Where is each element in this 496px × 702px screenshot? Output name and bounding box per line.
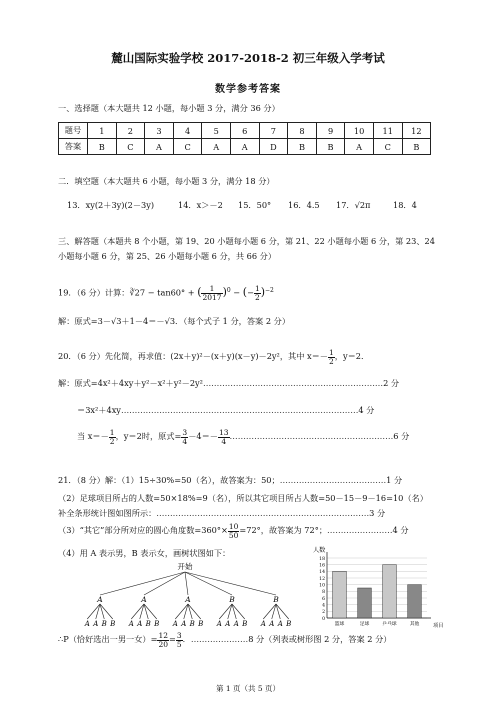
- q21-line4-frac: $\frac{10}{50}$: [228, 521, 239, 540]
- fill-q13: 13．xy(2＋3y)(2－3y): [67, 200, 155, 210]
- q21-line4-b: =72°，故答案为 72°；: [239, 525, 328, 535]
- table-row-label: 答案: [59, 139, 88, 155]
- table-cell: C: [116, 139, 145, 155]
- tree-edge: [185, 572, 232, 595]
- tree-leaf: A: [84, 620, 90, 628]
- q21-line6-dots: ．…………………: [182, 634, 249, 644]
- q20-step3: [77, 427, 409, 446]
- q21-line3-score: 3 分: [369, 508, 386, 518]
- y-tick-label: 18: [319, 556, 325, 562]
- q20-step3-frac1: $\frac{1}{2}$: [109, 427, 115, 446]
- y-tick-label: 6: [322, 596, 325, 602]
- q20-problem: [58, 347, 369, 366]
- tree-edge: [185, 572, 276, 595]
- fill-q16: 16．4.5: [288, 200, 320, 210]
- q20-step2-dots: ……………………………………………………………………………: [120, 405, 359, 415]
- bar: [358, 588, 372, 618]
- page-footer: 第 1 页（共 5 页）: [215, 684, 281, 693]
- tree-leaf: A: [233, 620, 239, 628]
- tree-leaf: B: [286, 620, 292, 628]
- tree-leaf: A: [277, 620, 283, 628]
- y-tick-label: 10: [319, 583, 325, 589]
- q21-line4: [58, 521, 409, 540]
- tree-leaf: B: [145, 620, 151, 628]
- fill-q14: 14．x＞－2: [178, 200, 223, 210]
- table-cell: B: [402, 139, 431, 155]
- q19-frac2: $\frac{1}{2}$: [254, 284, 260, 303]
- bar: [408, 585, 422, 618]
- q20-step1-score: 2 分: [383, 378, 400, 388]
- tree-diagram: [60, 560, 310, 630]
- table-cell: 9: [316, 123, 345, 139]
- q21-line2: （2）足球项目所占的人数=50×18%=9（名），所以其它项目所占人数=50－15－9－16=10（名）: [58, 493, 428, 503]
- y-tick-label: 8: [322, 590, 325, 596]
- q21-line6-eq: =: [169, 634, 176, 644]
- q20-expr: (2x＋y)²－(x＋y)(x－y)－2y²，其中 x＝－: [170, 351, 328, 361]
- tree-leaf: B: [242, 620, 248, 628]
- tree-node: A: [97, 595, 103, 604]
- page-title: 麓山国际实验学校 2017-2018-2 初三年级入学考试: [111, 51, 385, 65]
- q19-mid: −: [230, 287, 243, 298]
- tree-node: A: [141, 595, 147, 604]
- table-cell: 8: [288, 123, 317, 139]
- tree-leaf: A: [225, 620, 231, 628]
- q21-line4-score: 4 分: [392, 525, 409, 535]
- table-cell: 11: [373, 123, 402, 139]
- q19-label: 19．（6 分）计算：: [58, 287, 130, 298]
- q20-step2-score: 4 分: [358, 405, 375, 415]
- q20-step1: [58, 378, 399, 389]
- table-cell: C: [173, 139, 202, 155]
- q21-line5: （4）用 A 表示男，B 表示女，画树状图如下：: [58, 548, 231, 558]
- tree-group: [84, 561, 292, 628]
- tree-leaf: A: [137, 620, 143, 628]
- q21-line3-text: 补全条形统计图如图所示：: [58, 508, 157, 518]
- q21-line6-frac1: $\frac{12}{20}$: [158, 630, 169, 649]
- table-cell: B: [288, 139, 317, 155]
- fill-q15: 15．50°: [238, 200, 272, 210]
- part3-heading-line1: 三、解答题（本题共 8 个小题，第 19、20 小题每小题 6 分，第 21、22 小题每小题 6 分，第 23、24: [58, 236, 435, 246]
- tree-leaf: A: [260, 620, 266, 628]
- y-tick-label: 2: [322, 610, 325, 616]
- table-cell: D: [259, 139, 288, 155]
- fill-q17-value: √2π: [354, 200, 371, 210]
- q21-line6-score: 8 分（列表或树形图 2 分，答案 2 分）: [248, 634, 392, 644]
- bar: [333, 571, 347, 618]
- q20-step1-text: 解：原式=4x²＋4xy＋y²－x²＋y²－2y²: [58, 378, 203, 388]
- q21-line1-dots: …………………………………: [279, 475, 387, 485]
- table-cell: 3: [145, 123, 174, 139]
- y-axis-label: 人数: [313, 547, 326, 554]
- table-cell: 12: [402, 123, 431, 139]
- tree-leaf: A: [93, 620, 99, 628]
- table-cell: 5: [202, 123, 231, 139]
- page-subtitle: 数学参考答案: [215, 84, 281, 95]
- q20-step1-dots: …………………………………………………………: [202, 378, 384, 388]
- tree-leaf: B: [189, 620, 195, 628]
- answer-table: [58, 122, 431, 155]
- tree-leaf: B: [154, 620, 160, 628]
- table-row-label: 题号: [59, 123, 88, 139]
- tree-leaf: A: [216, 620, 222, 628]
- q20-frac: $\frac{1}{2}$: [329, 347, 334, 366]
- q19-solution: 解：原式=3－√3＋1－4＝－√3．（每个式子 1 分，答案 2 分）: [58, 316, 291, 326]
- tree-root-label: 开始: [177, 562, 193, 571]
- q19-frac1: $\frac{1}{2017}$: [202, 284, 222, 303]
- q19-problem: 19．（6 分）计算：∛27 − tan60° + ( $\frac{1}{2017}$ )$^0$ − (− $\frac{1}{2}$ )$^{-2}$: [58, 284, 274, 303]
- q20-step3-frac2: $\frac{3}{4}$: [182, 427, 188, 446]
- x-tick-label: 其他: [409, 622, 420, 627]
- fill-q17-label: 17．: [336, 200, 355, 210]
- q21-line1-text: 21．（8 分）解：（1）15÷30%=50（名），故答案为：50；: [58, 475, 280, 485]
- x-axis-label: 项目: [433, 623, 444, 629]
- q21-line6-frac2: $\frac{3}{5}$: [176, 630, 182, 649]
- table-cell: 1: [88, 123, 117, 139]
- q20-step3-b: ，y＝2时，原式=: [115, 431, 182, 441]
- q20-step2-text: ＝3x²＋4xy: [77, 405, 121, 415]
- table-cell: 4: [173, 123, 202, 139]
- q20-step3-frac3: $\frac{13}{4}$: [218, 427, 229, 446]
- fill-q17: [336, 200, 370, 211]
- q21-line3-dots: ……………………………………………………………………: [156, 508, 370, 518]
- tree-leaf: A: [128, 620, 134, 628]
- q21-line3: [58, 508, 385, 519]
- q21-line4-dots: ……………………: [327, 525, 393, 535]
- answer-table-row-answers: [59, 139, 431, 155]
- bar-chart-group: [313, 546, 443, 629]
- table-cell: 7: [259, 123, 288, 139]
- q20-step3-c: －4＝－: [188, 431, 218, 441]
- table-cell: A: [345, 139, 374, 155]
- q20-step3-a: 当 x＝－: [77, 431, 109, 441]
- table-cell: 10: [345, 123, 374, 139]
- fill-q18: 18．4: [393, 200, 417, 210]
- tree-leaf: B: [101, 620, 107, 628]
- q19-expr-a: ∛27 − tan60° +: [129, 287, 198, 298]
- answer-table-row-numbers: [59, 123, 431, 139]
- x-tick-label: 足球: [359, 622, 370, 627]
- tree-edge: [185, 572, 188, 595]
- q20-label: 20．（6 分）先化简，再求值：: [58, 351, 171, 361]
- q19-exp2: −2: [265, 287, 274, 294]
- tree-leaf: B: [110, 620, 116, 628]
- x-tick-label: 乒乓球: [382, 622, 397, 627]
- q20-step3-dots: ……………………………………………………: [229, 431, 394, 441]
- q21-line1-score: 1 分: [386, 475, 403, 485]
- table-cell: 6: [230, 123, 259, 139]
- part2-heading: 二．填空题（本大题共 6 小题，每小题 3 分，满分 18 分）: [58, 176, 275, 186]
- tree-edge: [100, 572, 185, 595]
- q21-line1: [58, 475, 402, 486]
- table-cell: B: [316, 139, 345, 155]
- tree-leaf: A: [269, 620, 275, 628]
- y-tick-label: 12: [319, 576, 325, 582]
- q19-f2-minus: −: [247, 287, 254, 298]
- part3-heading-line2: 小题每小题 6 分，第 25、26 小题每小题 6 分，共 66 分）: [58, 251, 277, 261]
- tree-leaf: B: [198, 620, 204, 628]
- tree-node: B: [273, 595, 279, 604]
- table-cell: A: [230, 139, 259, 155]
- table-cell: B: [88, 139, 117, 155]
- tree-node: A: [185, 595, 191, 604]
- q20-step3-score: 6 分: [393, 431, 410, 441]
- q20-step2: [77, 405, 374, 416]
- tree-leaf: A: [181, 620, 187, 628]
- tree-edge: [144, 572, 185, 595]
- bar: [383, 565, 397, 618]
- bar-chart: [305, 545, 445, 630]
- tree-leaf: A: [172, 620, 178, 628]
- x-tick-label: 篮球: [334, 622, 345, 627]
- part1-heading: 一、选择题（本大题共 12 小题，每小题 3 分，满分 36 分）: [58, 103, 280, 113]
- y-tick-label: 14: [319, 570, 325, 576]
- q21-line6: [58, 630, 391, 649]
- q19-exp0: 0: [226, 287, 231, 294]
- table-cell: A: [202, 139, 231, 155]
- y-tick-label: 16: [319, 563, 325, 569]
- tree-node: B: [229, 595, 235, 604]
- q20-tail: ，y＝2．: [334, 351, 370, 361]
- y-tick-label: 0: [322, 616, 325, 622]
- y-tick-label: 4: [322, 603, 325, 609]
- q21-line6-a: ∴P（恰好选出一男一女）=: [58, 634, 158, 644]
- table-cell: C: [373, 139, 402, 155]
- table-cell: 2: [116, 123, 145, 139]
- table-cell: A: [145, 139, 174, 155]
- q21-line4-a: （3）“其它”部分所对应的圆心角度数=360°×: [58, 525, 228, 535]
